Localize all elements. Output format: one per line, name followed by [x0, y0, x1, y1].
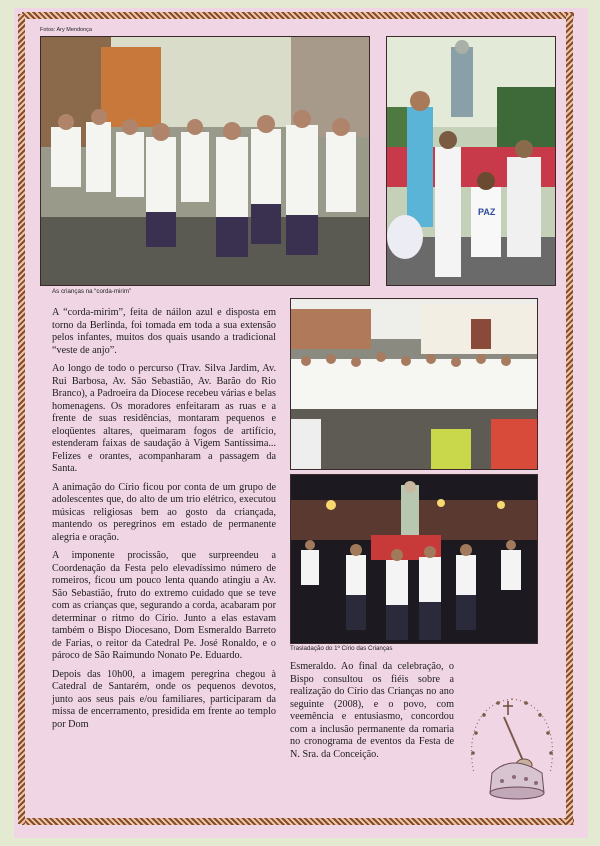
photo-children-rope [40, 36, 370, 286]
shirt-text: PAZ [478, 207, 496, 217]
rope-border-left [18, 14, 25, 824]
photo-credit: Fotos: Ary Mendonça [40, 27, 92, 33]
rope-border-bottom [22, 818, 574, 825]
rope-border-top [22, 12, 574, 19]
paragraph-percurso: Ao longo de todo o percurso (Trav. Silva Jardim, Av. Rui Barbosa, Av. São Sebastião, Av. Barão do Rio Branco), a Padroeira da Diocese recebeu várias e belas homenagens. Os moradores enfeitaram as ruas e a frente de suas residências, montaram pequenos e eloqüentes altares, queimaram fogos de artifício, estenderam faixas de saudação à Vigem Santíssima... Felizes e orantes, acompanharam a passagem da Santa. [52, 363, 276, 474]
crown-ornament-icon [462, 693, 562, 811]
paragraph-catedral: Depois das 10h00, a imagem peregrina chegou à Catedral de Santarém, onde os pequenos devotos, junto aos seus pais e/ou familiares, participaram da missa de encerramento, presidida em frente ao templo por Dom [52, 668, 276, 730]
article-left-column [52, 307, 276, 737]
photo-crowd-church [290, 298, 538, 470]
photo-night-procession [290, 474, 538, 644]
caption-corda-mirim: As crianças na “corda-mirim” [52, 288, 132, 295]
caption-trasladacao: Trasladação do 1º Círio das Crianças [290, 645, 393, 652]
photo-statue-children [386, 36, 556, 286]
paragraph-continuation: Esmeraldo. Ao final da celebração, o Bispo consultou os fiéis sobre a realização do Círio das Crianças no ano seguinte (2008), e o povo, com veemência e entusiasmo, concordou com a inclusão permanente da romaria no cronograma de eventos da Festa de N. Sra. da Conceição. [290, 661, 454, 760]
paragraph-corda-mirim: A “corda-mirim”, feita de náilon azul e disposta em torno da Berlinda, foi tomada em toda a sua extensão pelos infantes, muitos dos quais usando a tradicional “veste de anjo”. [52, 307, 276, 356]
paragraph-procissao: A imponente procissão, que surpreendeu a Coordenação da Festa pelo elevadíssimo número de romeiros, ficou um pouco lenta quando atingiu a Av. São Sebastião, fruto do extremo cuidado que se teve com as crianças que, segurando a corda, acabaram por determinar o ritmo do Círio. Junto a elas estavam também o Bispo Diocesano, Dom Esmeraldo Barreto de Farias, o reitor da Catedral Pe. José Ronaldo, e o pároco de São Raimundo Nonato Pe. Eduardo. [52, 550, 276, 661]
paragraph-animacao: A animação do Círio ficou por conta de um grupo de adolescentes que, do alto de um trio elétrico, executou músicas religiosas bem ao gosto da criançada, mantendo os peregrinos em estado de permanente alegria e oração. [52, 481, 276, 543]
rope-border-right [566, 14, 573, 824]
article-right-column [290, 661, 454, 767]
